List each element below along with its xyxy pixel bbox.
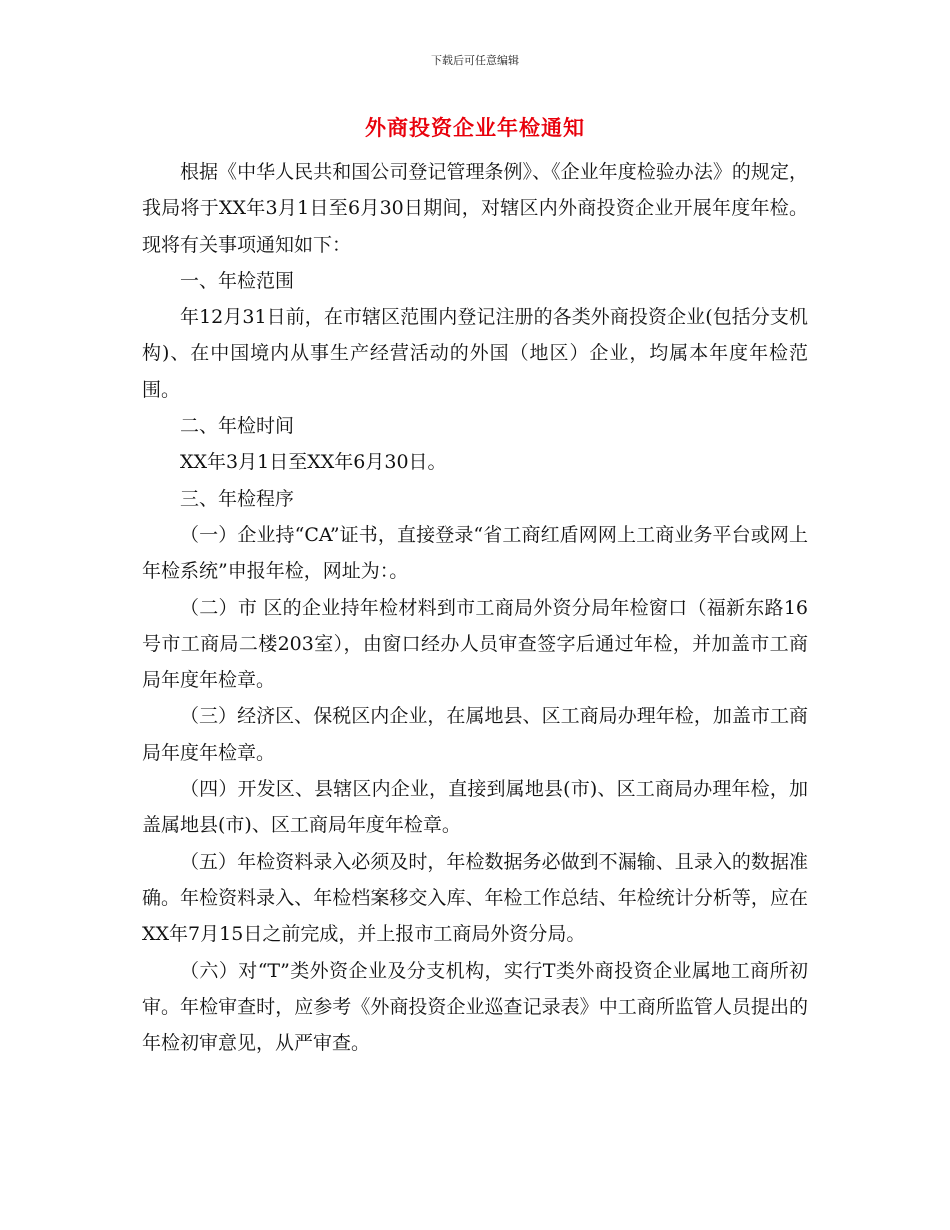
intro-paragraph: 根据《中华人民共和国公司登记管理条例》、《企业年度检验办法》的规定，我局将于XX年3月1日至6月30日期间，对辖区内外商投资企业开展年度年检。现将有关事项通知如下： <box>142 161 808 256</box>
procedure-item-6: （六）对“T”类外资企业及分支机构，实行T类外商投资企业属地工商所初审。年检审查时，应参考《外商投资企业巡查记录表》中工商所监管人员提出的年检初审意见，从严审查。 <box>142 959 808 1055</box>
time-paragraph: XX年3月1日至XX年6月30日。 <box>180 451 447 474</box>
section-heading-scope: 一、年检范围 <box>180 269 295 292</box>
document-title: 外商投资企业年检通知 <box>365 115 585 140</box>
section-heading-time: 二、年检时间 <box>180 415 295 438</box>
procedure-item-5: （五）年检资料录入必须及时，年检数据务必做到不漏输、且录入的数据准确。年检资料录入、年检档案移交入库、年检工作总结、年检统计分析等，应在XX年7月15日之前完成，并上报市工商局外资分局。 <box>142 850 808 946</box>
scope-paragraph: 年12月31日前，在市辖区范围内登记注册的各类外商投资企业(包括分支机构)、在中国境内从事生产经营活动的外国（地区）企业，均属本年度年检范围。 <box>142 306 808 401</box>
document-body <box>142 154 808 1061</box>
header-note: 下载后可任意编辑 <box>431 54 519 67</box>
procedure-item-2: （二）市 区的企业持年检材料到市工商局外资分局年检窗口（福新东路16号市工商局二楼203室），由窗口经办人员审查签字后通过年检，并加盖市工商局年度年检章。 <box>142 596 808 692</box>
procedure-item-4: （四）开发区、县辖区内企业，直接到属地县(市)、区工商局办理年检，加盖属地县(市)、区工商局年度年检章。 <box>142 778 808 837</box>
procedure-item-1: （一）企业持“CA”证书，直接登录“省工商红盾网网上工商业务平台或网上年检系统”申报年检，网址为：。 <box>142 523 808 583</box>
procedure-item-3: （三）经济区、保税区内企业，在属地县、区工商局办理年检，加盖市工商局年度年检章。 <box>142 705 808 764</box>
section-heading-procedure: 三、年检程序 <box>180 487 295 510</box>
